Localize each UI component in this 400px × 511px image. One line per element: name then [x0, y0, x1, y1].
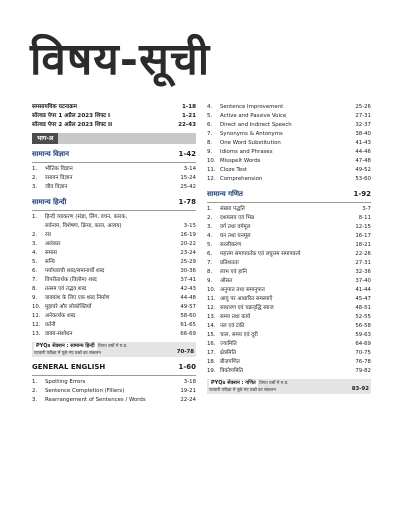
item-pages: 25-26 [355, 104, 371, 110]
item-number: 2. [32, 388, 38, 394]
item-pages: 61-65 [180, 322, 196, 328]
item-number: 13. [207, 314, 216, 320]
item-number: 3. [32, 184, 38, 190]
item-number: 1. [207, 206, 213, 212]
pyq-desc-line1: विगत वर्षों में म.प्र. [259, 381, 289, 386]
item-label: चाल, समय एवं दूरी [220, 332, 258, 338]
item-number: 9. [32, 295, 38, 301]
item-label: त्रिकोणमिति [220, 368, 243, 374]
section-divider [32, 375, 196, 376]
item-pages: 76-78 [355, 359, 371, 365]
toc-entry-solved-paper-shift-2[interactable] [32, 121, 196, 130]
item-label: रसायन विज्ञान [45, 175, 73, 181]
item-label: ज्यामिति [220, 341, 237, 347]
item-pages: 25-42 [180, 184, 196, 190]
item-number: 12. [207, 305, 216, 311]
toc-item[interactable] [32, 303, 196, 312]
item-label: मुहावरे और लोकोक्तियाँ [45, 304, 92, 310]
toc-item[interactable] [207, 340, 371, 349]
toc-item[interactable] [32, 285, 196, 294]
toc-item[interactable] [32, 165, 196, 174]
pyq-desc-line2: पटवारी परीक्षा में पूछे गए प्रश्नों का संकलन [209, 387, 276, 393]
item-pages: 27-31 [355, 260, 371, 266]
item-pages: 22-26 [355, 251, 371, 257]
section-pages: 1-60 [178, 363, 196, 371]
item-number: 8. [207, 269, 213, 275]
toc-item[interactable] [207, 166, 371, 175]
item-pages: 47-48 [355, 158, 371, 164]
item-number: 4. [207, 233, 213, 239]
item-label: Sentence Improvement [220, 104, 284, 110]
item-number: 6. [32, 268, 38, 274]
item-number: 5. [207, 242, 213, 248]
item-pages: 79-82 [355, 368, 371, 374]
item-label: अलंकार [45, 241, 61, 247]
item-pages: 41-44 [355, 287, 371, 293]
item-pages: 42-43 [180, 286, 196, 292]
toc-item[interactable] [32, 276, 196, 285]
item-pages: 59-63 [355, 332, 371, 338]
item-label: वर्ग तथा वर्गमूल [220, 224, 251, 230]
toc-item[interactable] [207, 103, 371, 112]
item-number: 3. [207, 224, 213, 230]
pyq-pages: 83-92 [351, 385, 369, 392]
item-number: 19. [207, 368, 216, 374]
toc-entry-solved-paper-shift-1[interactable] [32, 112, 196, 121]
toc-item[interactable] [207, 304, 371, 313]
item-label: घन तथा घनमूल [220, 233, 251, 239]
bhag-label: भाग-अ [32, 133, 58, 144]
item-pages: 32-36 [355, 269, 371, 275]
item-label: पर्यायवाची शब्द/समानार्थी शब्द [45, 268, 105, 274]
item-number: 7. [32, 277, 38, 283]
section-title: सामान्य विज्ञान [32, 150, 69, 158]
item-number: 12. [32, 322, 41, 328]
item-number: 6. [207, 251, 213, 257]
item-pages: 45-47 [355, 296, 371, 302]
item-number: 3. [32, 397, 38, 403]
item-number: 1. [32, 379, 38, 385]
pyq-pages: 70-78 [176, 348, 194, 355]
toc-item[interactable] [32, 312, 196, 321]
item-pages: 8-11 [358, 215, 371, 221]
item-pages: 12-15 [355, 224, 371, 230]
item-label: नल एवं टंकी [220, 323, 245, 329]
item-number: 15. [207, 332, 216, 338]
section-general-maths[interactable] [207, 188, 371, 200]
item-pages: 32-37 [355, 122, 371, 128]
item-number: 18. [207, 359, 216, 365]
toc-item[interactable] [32, 396, 196, 405]
section-general-hindi[interactable] [32, 196, 196, 208]
toc-item[interactable] [32, 294, 196, 303]
item-number: 7. [207, 131, 213, 137]
item-pages: 22-24 [180, 397, 196, 403]
item-number: 3. [32, 241, 38, 247]
item-pages: 30-36 [180, 268, 196, 274]
item-label: वर्तनी [45, 322, 56, 328]
item-pages: 3-15 [183, 223, 196, 229]
item-label: वाक्य-संशोधन [45, 331, 73, 337]
item-label: दशमलव एवं भिन्न [220, 215, 255, 221]
item-number: 13. [32, 331, 41, 337]
item-pages: 70-75 [355, 350, 371, 356]
toc-item[interactable] [207, 130, 371, 139]
item-number: 17. [207, 350, 216, 356]
item-pages: 3-7 [362, 206, 371, 212]
item-pages: 15-24 [180, 175, 196, 181]
item-number: 4. [207, 104, 213, 110]
item-label: Spotting Errors [45, 379, 86, 385]
toc-item[interactable] [32, 258, 196, 267]
toc-item[interactable] [207, 250, 371, 259]
toc-item[interactable] [32, 330, 196, 339]
toc-item[interactable] [207, 223, 371, 232]
item-number: 8. [32, 286, 38, 292]
item-number: 14. [207, 323, 216, 329]
toc-item-continued[interactable] [32, 222, 196, 231]
toc-entry-current-affairs[interactable] [32, 103, 196, 112]
item-pages: 53-60 [355, 176, 371, 182]
item-number: 1. [32, 214, 38, 220]
item-label: Misspelt Words [220, 158, 261, 164]
section-pages: 1-78 [178, 198, 196, 206]
toc-item[interactable] [32, 240, 196, 249]
item-pages: 52-55 [355, 314, 371, 320]
item-number: 16. [207, 341, 216, 347]
item-number: 11. [32, 313, 41, 319]
toc-item[interactable] [32, 378, 196, 387]
left-column [32, 103, 196, 405]
item-label: Synonyms & Antonyms [220, 131, 283, 137]
toc-item[interactable] [32, 321, 196, 330]
item-label: आयु पर आधारित समस्याएँ [220, 296, 273, 302]
item-number: 10. [207, 158, 216, 164]
toc-item[interactable] [207, 331, 371, 340]
item-label: Active and Passive Voice [220, 113, 287, 119]
toc-item[interactable] [32, 387, 196, 396]
pyq-section-hindi[interactable] [32, 342, 196, 357]
toc-item[interactable] [207, 259, 371, 268]
item-number: 10. [207, 287, 216, 293]
toc-item[interactable] [207, 277, 371, 286]
section-pages: 1-92 [353, 190, 371, 198]
item-label: One Word Substitution [220, 140, 281, 146]
toc-item[interactable] [207, 121, 371, 130]
item-pages: 16-17 [355, 233, 371, 239]
section-pages: 1-42 [178, 150, 196, 158]
section-bhag-banner [32, 133, 196, 144]
item-pages: 38-40 [355, 131, 371, 137]
item-pages: 20-22 [180, 241, 196, 247]
item-label: लाभ एवं हानि [220, 269, 247, 275]
item-pages: 3-14 [183, 166, 196, 172]
toc-item[interactable] [32, 174, 196, 183]
item-label: औसत [220, 278, 233, 284]
toc-item[interactable] [207, 232, 371, 241]
item-pages: 37-40 [355, 278, 371, 284]
item-pages: 64-69 [355, 341, 371, 347]
section-general-english[interactable] [32, 361, 196, 373]
toc-entry-pages: 1-21 [182, 113, 196, 119]
item-label: समय तथा कार्य [220, 314, 250, 320]
toc-item[interactable] [32, 231, 196, 240]
item-label: Comprehension [220, 176, 263, 182]
toc-item[interactable] [32, 183, 196, 192]
pyq-section-maths[interactable] [207, 379, 371, 394]
pyq-desc-line2: पटवारी परीक्षा में पूछे गए प्रश्नों का संकलन [34, 350, 101, 356]
item-pages: 66-69 [180, 331, 196, 337]
pyq-title: PYQs सेक्शन : गणित [211, 380, 256, 386]
item-label: महत्तम समापवर्तक एवं लघुत्तम समापवर्त्य [220, 251, 301, 257]
item-number: 10. [32, 304, 41, 310]
section-divider [32, 162, 196, 163]
item-number: 1. [32, 166, 38, 172]
item-pages: 27-31 [355, 113, 371, 119]
toc-item[interactable] [207, 175, 371, 184]
item-label: अनुपात तथा समानुपात [220, 287, 265, 293]
item-label: बीजगणित [220, 359, 240, 365]
section-general-science[interactable] [32, 148, 196, 160]
pyq-desc-line1: विगत वर्षों में म.प्र. [98, 344, 128, 349]
item-label: संख्या पद्धति [220, 206, 245, 212]
item-pages: 49-57 [180, 304, 196, 310]
item-number: 4. [32, 250, 38, 256]
toc-item[interactable] [32, 267, 196, 276]
item-number: 5. [207, 113, 213, 119]
toc-item[interactable] [207, 295, 371, 304]
item-label: विपरीतार्थक (विलोम) शब्द [45, 277, 97, 283]
item-pages: 58-60 [180, 313, 196, 319]
section-divider [32, 210, 196, 211]
item-label: तत्सम एवं तद्भव शब्द [45, 286, 87, 292]
toc-entry-label: समसामयिक घटनाक्रम [32, 104, 77, 110]
section-divider [207, 202, 371, 203]
item-pages: 49-52 [355, 167, 371, 173]
toc-item[interactable] [207, 358, 371, 367]
item-number: 12. [207, 176, 216, 182]
item-label: Direct and Indirect Speech [220, 122, 292, 128]
item-label: जीव विज्ञान [45, 184, 68, 190]
item-pages: 44-48 [180, 295, 196, 301]
toc-entry-pages: 22-43 [178, 122, 196, 128]
toc-item[interactable] [207, 205, 371, 214]
item-label: Cloze Test [220, 167, 248, 173]
item-number: 9. [207, 278, 213, 284]
item-label: वाक्यांश के लिए एक शब्द निर्माण [45, 295, 110, 301]
item-pages: 44-46 [355, 149, 371, 155]
toc-entry-label: सॉल्वड पेपर 2 अप्रैल 2023 शिफ्ट II [32, 122, 113, 128]
item-number: 2. [32, 175, 38, 181]
toc-item[interactable] [207, 148, 371, 157]
item-label: साधारण एवं चक्रवृद्धि ब्याज [220, 305, 274, 311]
toc-item[interactable] [32, 213, 196, 222]
toc-item[interactable] [207, 349, 371, 358]
item-pages: 56-58 [355, 323, 371, 329]
section-title: सामान्य गणित [207, 190, 243, 198]
toc-item[interactable] [207, 157, 371, 166]
item-label: रस [45, 232, 51, 238]
item-pages: 48-51 [355, 305, 371, 311]
item-pages: 25-29 [180, 259, 196, 265]
item-pages: 3-18 [183, 379, 196, 385]
toc-entry-pages: 1-18 [182, 104, 196, 110]
item-number: 11. [207, 167, 216, 173]
item-pages: 19-21 [180, 388, 196, 394]
item-number: 7. [207, 260, 213, 266]
item-pages: 23-24 [180, 250, 196, 256]
item-label: समास [45, 250, 57, 256]
toc-item[interactable] [32, 249, 196, 258]
toc-item[interactable] [207, 241, 371, 250]
toc-item[interactable] [207, 112, 371, 121]
item-number: 2. [207, 215, 213, 221]
item-label: भौतिक विज्ञान [45, 166, 73, 172]
item-label: क्षेत्रमिति [220, 350, 236, 356]
item-pages: 41-43 [355, 140, 371, 146]
item-pages: 18-21 [355, 242, 371, 248]
item-label: Idioms and Phrases [220, 149, 273, 155]
section-title: सामान्य हिन्दी [32, 198, 67, 206]
toc-item[interactable] [207, 214, 371, 223]
item-label: Rearrangement of Sentences / Words [45, 397, 146, 403]
item-label: Sentence Completion (Fillers) [45, 388, 125, 394]
item-number: 6. [207, 122, 213, 128]
item-label: प्रतिशतता [220, 260, 239, 266]
pyq-title: PYQs सेक्शन : सामान्य हिन्दी [36, 343, 95, 349]
right-column [207, 103, 371, 394]
page-title: विषय-सूची [30, 34, 211, 85]
item-label: सर्वनाम, विशेषण, क्रिया, काल, अव्यय) [45, 223, 122, 229]
item-label: अनेकार्थक शब्द [45, 313, 76, 319]
item-number: 5. [32, 259, 38, 265]
toc-entry-label: सॉल्वड पेपर 1 अप्रैल 2023 शिफ्ट I [32, 113, 111, 119]
section-title: GENERAL ENGLISH [32, 363, 106, 371]
item-pages: 37-41 [180, 277, 196, 283]
toc-item[interactable] [207, 139, 371, 148]
toc-item[interactable] [207, 322, 371, 331]
toc-item[interactable] [207, 367, 371, 376]
item-number: 8. [207, 140, 213, 146]
item-pages: 16-19 [180, 232, 196, 238]
item-label: हिन्दी व्याकरण (संज्ञा, लिंग, वचन, कारक, [45, 214, 128, 220]
toc-item[interactable] [207, 286, 371, 295]
item-label: सरलीकरण [220, 242, 242, 248]
toc-item[interactable] [207, 313, 371, 322]
toc-item[interactable] [207, 268, 371, 277]
item-number: 11. [207, 296, 216, 302]
item-number: 9. [207, 149, 213, 155]
item-label: सन्धि [45, 259, 55, 265]
item-number: 2. [32, 232, 38, 238]
